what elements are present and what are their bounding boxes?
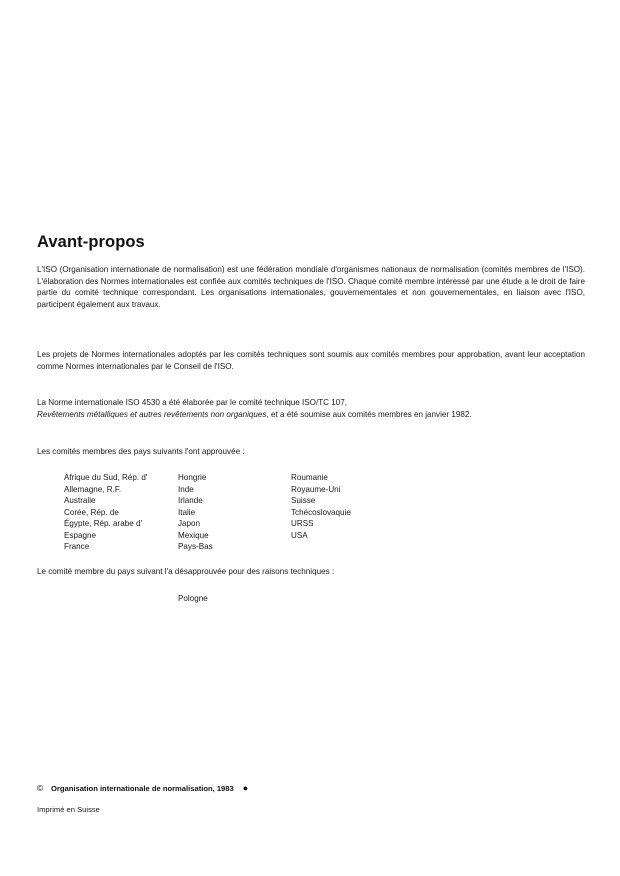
country-item: Italie [178, 507, 196, 517]
copyright-organisation: Organisation internationale de normalisation, 1983 [51, 784, 234, 793]
country-item: Australie [64, 496, 96, 505]
copyright-symbol: © [37, 783, 44, 793]
country-item: USA [291, 530, 308, 540]
paragraph-approved-by: Les comités membres des pays suivants l'ont approuvée : [37, 447, 245, 456]
country-item: Afrique du Sud, Rép. d' [64, 473, 148, 482]
paragraph-approval-process: Les projets de Normes internationales adoptés par les comités techniques sont soumis aux comités membres pour approbation, avant leur acceptation comme Normes internationales par le Conseil de l'ISO. [37, 350, 585, 371]
country-item: URSS [291, 519, 314, 528]
country-item: Inde [178, 484, 194, 494]
copyright-line [37, 783, 248, 794]
country-item: Corée, Rép. de [64, 507, 119, 517]
country-item: France [64, 542, 90, 551]
standard-origin-suffix: , et a été soumise aux comités membres en janvier 1982. [266, 409, 472, 419]
disapproving-country: Pologne [178, 594, 208, 603]
countries-column-2 [178, 472, 213, 553]
standard-origin-prefix: La Norme internationale ISO 4530 a été élaborée par le comité technique ISO/TC 107, [37, 398, 347, 407]
country-item: Pays-Bas [178, 542, 213, 551]
country-item: Roumanie [291, 473, 328, 482]
country-item: Égypte, Rép. arabe d' [64, 519, 143, 528]
countries-column-3 [291, 472, 351, 541]
paragraph-disapproved-by: Le comité membre du pays suivant l'a désapprouvée pour des raisons techniques : [37, 567, 335, 576]
bullet-icon: ● [242, 783, 249, 793]
printed-in: Imprimé en Suisse [37, 805, 100, 814]
paragraph-iso-intro: L'ISO (Organisation internationale de normalisation) est une fédération mondiale d'organismes nationaux de normalisation (comités membres de l'ISO). L'élaboration des Normes internationales est confiée aux comités techniques de l'ISO. Chaque comité membre intéressé par une étude a le droit de faire partie du comité technique correspondant. Les organisations internationales, gouvernementales et non gouvernementales, en liaison avec l'ISO, participent également aux travaux. [37, 265, 585, 309]
approving-countries-list [0, 472, 620, 552]
country-item: Irlande [178, 496, 203, 505]
country-item: Japon [178, 519, 201, 528]
country-item: Royaume-Uni [291, 484, 341, 494]
country-item: Hongrie [178, 473, 207, 482]
country-item: Suisse [291, 496, 316, 505]
countries-column-1 [64, 472, 147, 553]
country-item: Mexique [178, 530, 209, 540]
committee-title: Revêtements métalliques et autres revêtements non organiques [37, 409, 267, 419]
page-title: Avant-propos [37, 233, 145, 251]
country-item: Espagne [64, 530, 96, 540]
country-item: Allemagne, R.F. [64, 484, 122, 494]
paragraph-standard-origin [37, 397, 585, 420]
country-item: Tchécoslovaquie [291, 507, 351, 517]
